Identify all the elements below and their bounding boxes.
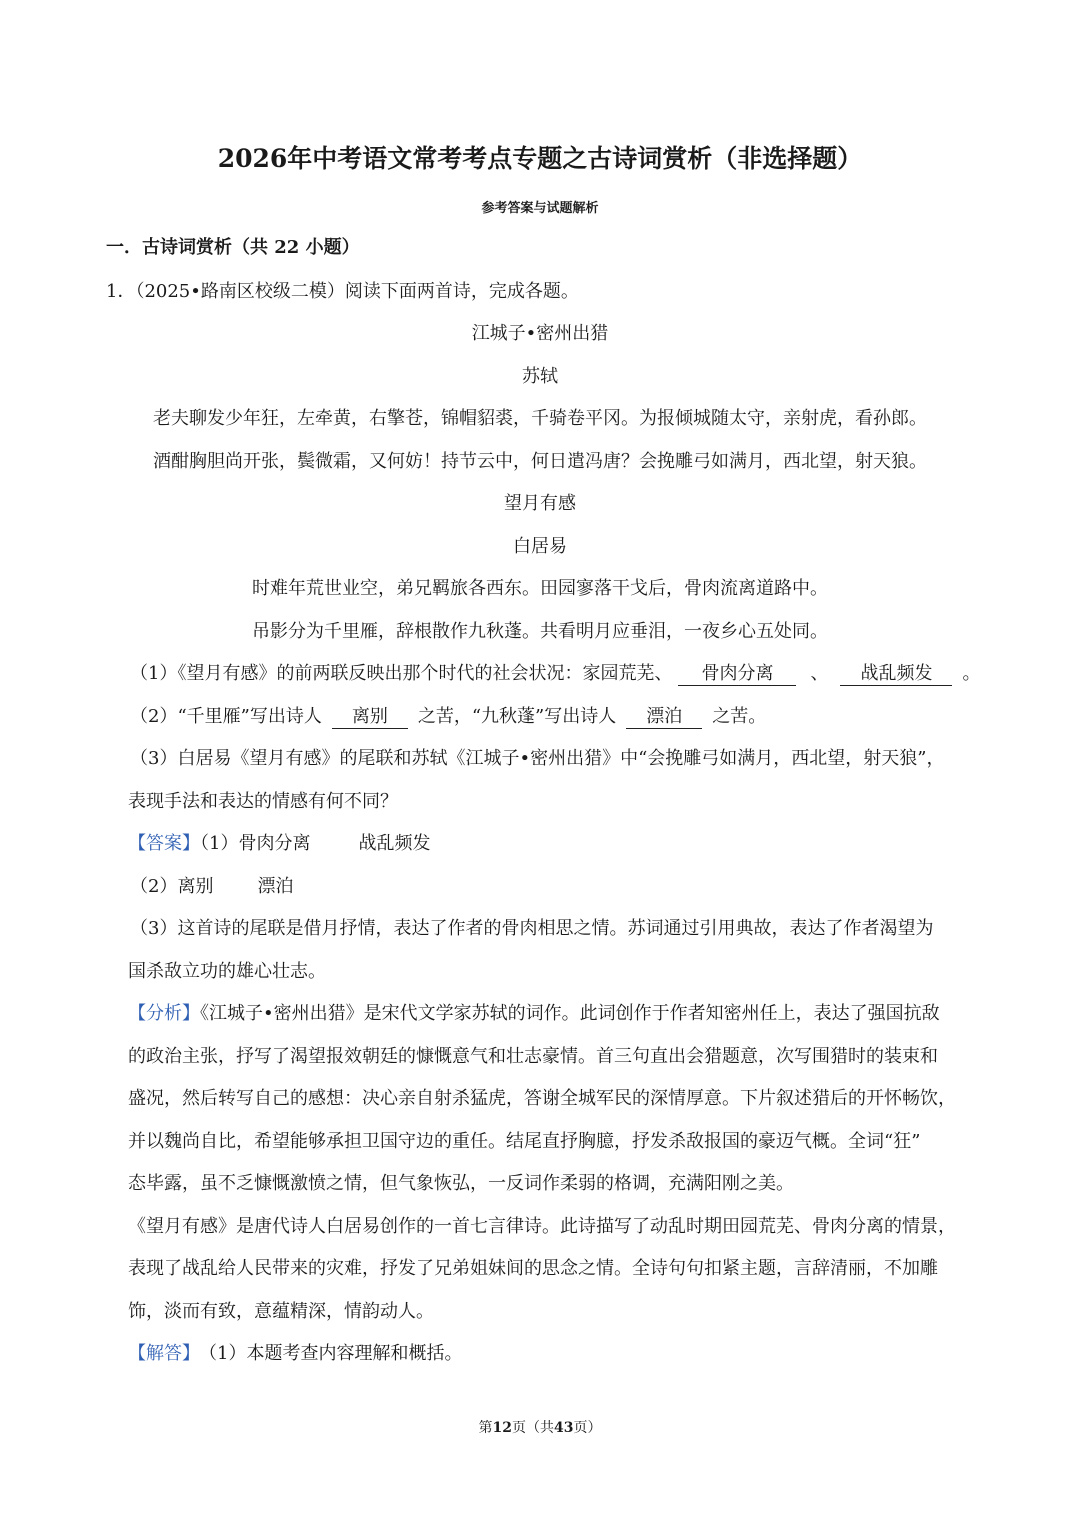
question-1-prefix: （1）《望月有感》的前两联反映出那个时代的社会状况：家园荒芜、 [130, 663, 673, 684]
poem2-line: 时难年荒世业空，弟兄羁旅各西东。田园寥落干戈后，骨肉流离道路中。 [252, 578, 828, 599]
answer-line-2 [130, 873, 293, 901]
question-3-line: （3）白居易《望月有感》的尾联和苏轼《江城子•密州出猎》中“会挽雕弓如满月，西北望，射天狼”， [130, 748, 945, 769]
footer-text: 页） [573, 1420, 602, 1436]
analysis-text: 表现了战乱给人民带来的灾难，抒发了兄弟姐妹间的思念之情。全诗句句扣紧主题，言辞清丽，不加雕 [128, 1258, 938, 1279]
analysis-text: 盛况，然后转写自己的感想：决心亲自射杀猛虎，答谢全城军民的深情厚意。下片叙述猎后的开怀畅饮， [128, 1088, 956, 1109]
answer-text: （1）骨肉分离 [200, 833, 311, 854]
footer-text: 第 [478, 1420, 493, 1436]
answer-text: 漂泊 [257, 876, 294, 897]
answer-line-1 [128, 830, 430, 858]
answer-text: 战乱频发 [358, 833, 431, 854]
page-footer [0, 1414, 1080, 1442]
question-1-sep: 、 [810, 663, 829, 684]
section-heading: 一．古诗词赏析（共 22 小题） [106, 237, 360, 258]
solution-label: 【解答】 [128, 1343, 200, 1364]
page-subtitle: 参考答案与试题解析 [481, 201, 599, 216]
answer-text: （3）这首诗的尾联是借月抒情，表达了作者的骨肉相思之情。苏词通过引用典故，表达了作者渴望为 [130, 918, 934, 939]
total-pages: 43 [554, 1420, 574, 1436]
answer-blank: 漂泊 [626, 706, 702, 729]
answer-blank: 骨肉分离 [678, 663, 796, 686]
question-intro: 1．（2025•路南区校级二模）阅读下面两首诗，完成各题。 [106, 281, 579, 302]
analysis-text: 态毕露，虽不乏慷慨激愤之情，但气象恢弘，一反词作柔弱的格调，充满阳刚之美。 [128, 1173, 794, 1194]
poem2-title: 望月有感 [504, 493, 576, 514]
analysis-text: 的政治主张，抒写了渴望报效朝廷的慷慨意气和壮志豪情。首三句直出会猎题意，次写围猎时的装束和 [128, 1046, 938, 1067]
poem1-line: 酒酣胸胆尚开张，鬓微霜，又何妨！持节云中，何日遣冯唐？会挽雕弓如满月，西北望，射天狼。 [153, 451, 927, 472]
page-number: 12 [492, 1420, 512, 1436]
page-title: 2026年中考语文常考考点专题之古诗词赏析（非选择题） [217, 144, 863, 173]
question-2-middle: 之苦，“九秋蓬”写出诗人 [417, 706, 617, 727]
solution-line [128, 1340, 462, 1368]
poem1-title: 江城子•密州出猎 [471, 323, 609, 344]
answer-text: （2）离别 [130, 876, 214, 897]
analysis-line [128, 1000, 940, 1028]
poem2-line: 吊影分为千里雁，辞根散作九秋蓬。共看明月应垂泪，一夜乡心五处同。 [252, 621, 828, 642]
question-2-suffix: 之苦。 [712, 706, 767, 727]
solution-text: （1）本题考查内容理解和概括。 [208, 1343, 463, 1364]
analysis-text: 《江城子•密州出猎》是宋代文学家苏轼的词作。此词创作于作者知密州任上，表达了强国抗敌 [200, 1003, 940, 1024]
question-2 [130, 703, 766, 731]
answer-label: 【答案】 [128, 833, 200, 854]
poem1-author: 苏轼 [522, 366, 558, 387]
analysis-text: 《望月有感》是唐代诗人白居易创作的一首七言律诗。此诗描写了动乱时期田园荒芜、骨肉分离的情景， [128, 1216, 956, 1237]
poem2-author: 白居易 [513, 536, 567, 557]
analysis-label: 【分析】 [128, 1003, 200, 1024]
analysis-text: 并以魏尚自比，希望能够承担卫国守边的重任。结尾直抒胸臆，抒发杀敌报国的豪迈气概。全词“狂” [128, 1131, 921, 1152]
footer-text: 页（共 [512, 1420, 554, 1436]
question-1 [130, 660, 980, 688]
poem1-line: 老夫聊发少年狂，左牵黄，右擎苍，锦帽貂裘，千骑卷平冈。为报倾城随太守，亲射虎，看孙郎。 [153, 408, 927, 429]
answer-text: 国杀敌立功的雄心壮志。 [128, 961, 326, 982]
answer-blank: 战乱频发 [840, 663, 952, 686]
question-2-prefix: （2）“千里雁”写出诗人 [130, 706, 322, 727]
question-3-line: 表现手法和表达的情感有何不同？ [128, 791, 398, 812]
answer-blank: 离别 [332, 706, 408, 729]
question-1-suffix: 。 [962, 663, 981, 684]
analysis-text: 饰，淡而有致，意蕴精深，情韵动人。 [128, 1301, 434, 1322]
